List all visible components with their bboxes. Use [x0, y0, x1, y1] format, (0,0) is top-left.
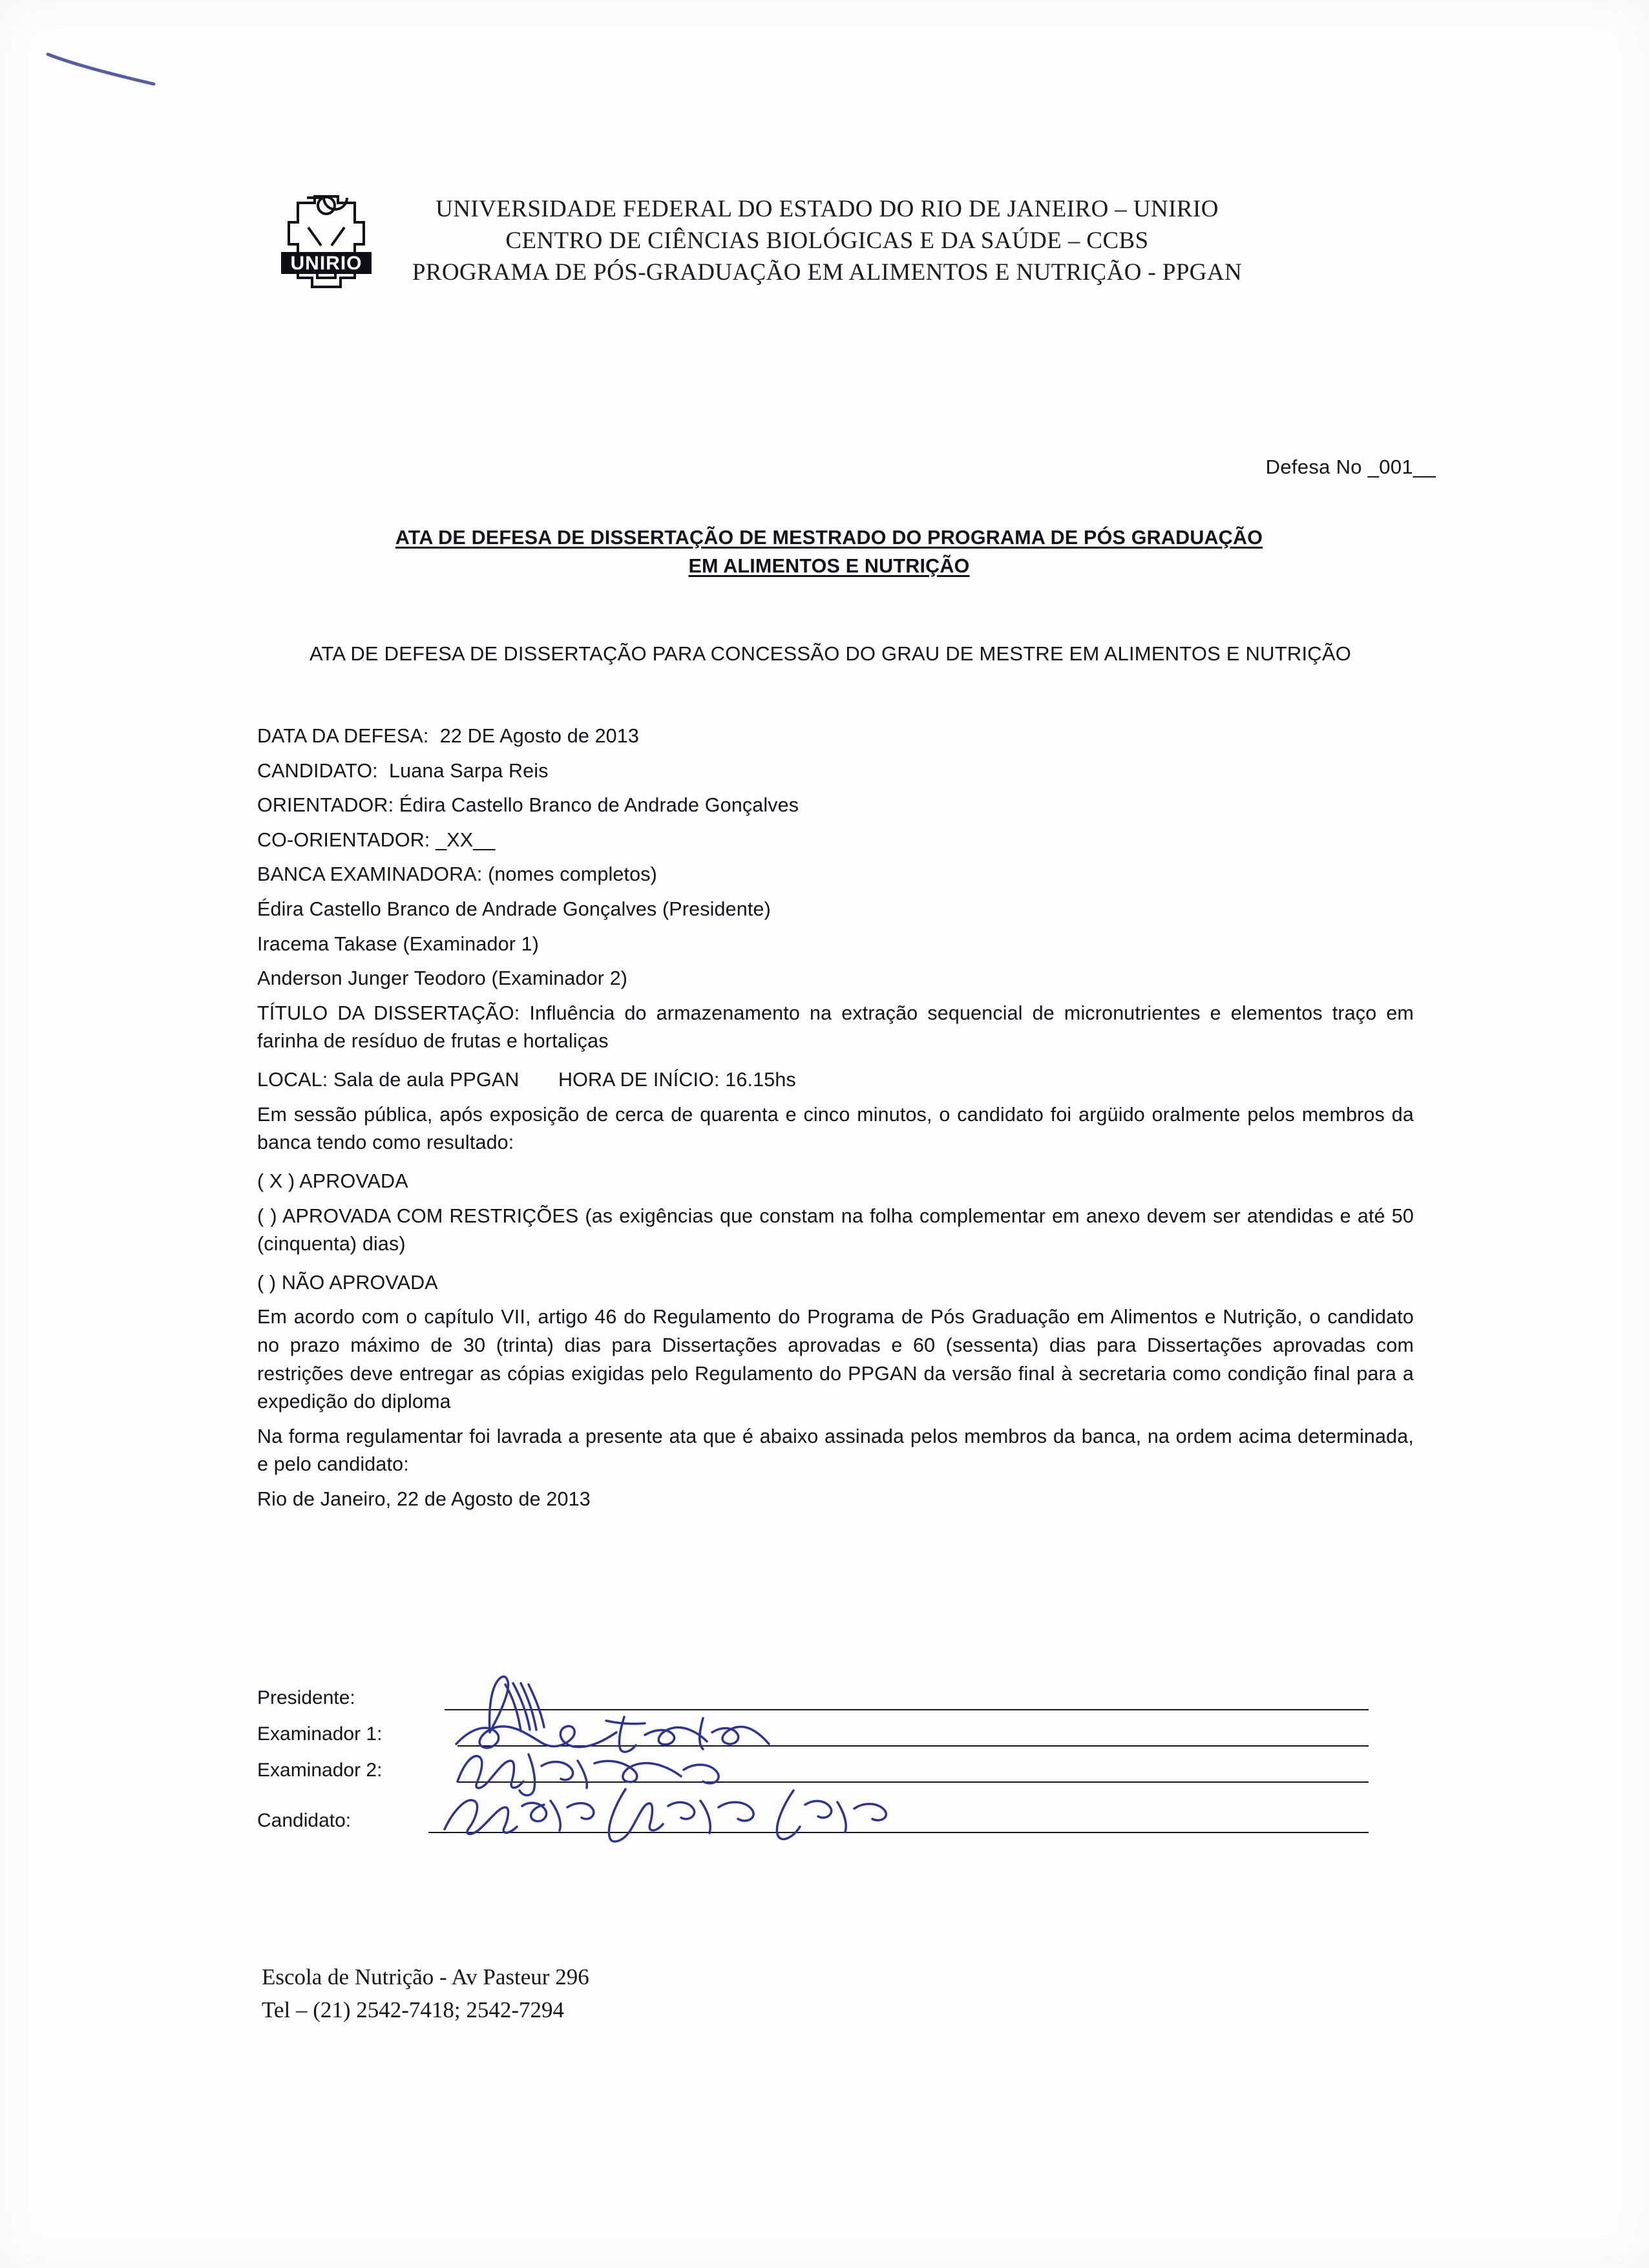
banca-member-1: Édira Castello Branco de Andrade Gonçalves (Presidente): [257, 898, 771, 921]
field-data-defesa: [257, 722, 1414, 751]
paragraph-cidade-data: Rio de Janeiro, 22 de Agosto de 2013: [257, 1488, 591, 1511]
signature-line-candidato[interactable]: [428, 1832, 1369, 1833]
footer-address: Escola de Nutrição - Av Pasteur 296: [262, 1964, 589, 1990]
paragraph-forma-regulamentar: Na forma regulamentar foi lavrada a presente ata que é abaixo assinada pelos membros da banca, na ordem acima determinada, e pelo candidato:: [257, 1425, 1414, 1476]
document-footer: [262, 1961, 589, 2027]
document-title-line-2: EM ALIMENTOS E NUTRIÇÃO: [688, 555, 970, 578]
field-titulo-value: Influência do armazenamento na extração sequencial de micronutrientes e elementos traço em farinha de resíduo de frutas e hortaliças: [257, 1002, 1414, 1053]
institution-line-2: CENTRO DE CIÊNCIAS BIOLÓGICAS E DA SAÚDE – CCBS: [505, 227, 1149, 254]
institution-line-1: UNIVERSIDADE FEDERAL DO ESTADO DO RIO DE JANEIRO – UNIRIO: [436, 196, 1219, 222]
signature-row-examinador-1: [257, 1719, 1420, 1756]
signature-row-examinador-2: [257, 1756, 1420, 1792]
field-hora-label: HORA DE INÍCIO:: [558, 1069, 720, 1091]
field-titulo-label: TÍTULO DA DISSERTAÇÃO:: [257, 1002, 520, 1024]
signature-label-candidato: Candidato:: [257, 1810, 352, 1831]
field-coorientador-value: _XX__: [436, 828, 496, 851]
field-orientador-label: ORIENTADOR:: [257, 794, 394, 817]
signature-label-examinador-2: Examinador 2:: [257, 1759, 383, 1781]
result-option-nao-aprovada: ( ) NÃO APROVADA: [257, 1271, 438, 1294]
banca-member-2: Iracema Takase (Examinador 1): [257, 932, 540, 955]
document-body: [257, 722, 1414, 1524]
signature-line-presidente[interactable]: [445, 1709, 1369, 1710]
field-banca-label: BANCA EXAMINADORA: (nomes completos): [257, 863, 657, 886]
field-local-hora: [257, 1066, 1414, 1095]
field-data-defesa-value: 22 DE Agosto de 2013: [439, 725, 640, 747]
result-option-aprovada-restricoes: ( ) APROVADA COM RESTRIÇÕES (as exigências que constam na folha complementar em anexo devem ser atendidas e até 50 (cinquenta) dias): [257, 1204, 1414, 1255]
institution-header: [258, 194, 1396, 288]
signature-label-presidente: Presidente:: [257, 1687, 355, 1708]
signature-block: [257, 1683, 1420, 1837]
field-coorientador: [257, 826, 1414, 855]
signature-row-candidato: [257, 1792, 1420, 1837]
paragraph-sessao: Em sessão pública, após exposição de cerca de quarenta e cinco minutos, o candidato foi argüido oralmente pelos membros da banca tendo como resultado:: [257, 1103, 1414, 1154]
field-orientador-value: Édira Castello Branco de Andrade Gonçalves: [399, 794, 799, 817]
document-title-line-1: ATA DE DEFESA DE DISSERTAÇÃO DE MESTRADO DO PROGRAMA DE PÓS GRADUAÇÃO: [395, 527, 1263, 549]
banca-member-3: Anderson Junger Teodoro (Examinador 2): [257, 967, 628, 990]
field-coorientador-label: CO-ORIENTADOR:: [257, 828, 430, 851]
stray-pen-mark: [45, 50, 158, 89]
svg-text:UNIRIO: UNIRIO: [290, 253, 362, 274]
field-candidato: [257, 757, 1414, 786]
signature-line-examinador-1[interactable]: [457, 1745, 1369, 1747]
field-candidato-label: CANDIDATO:: [257, 759, 378, 782]
result-option-aprovada: ( X ) APROVADA: [257, 1170, 408, 1192]
signature-row-presidente: [257, 1683, 1420, 1719]
paragraph-acordo: Em acordo com o capítulo VII, artigo 46 do Regulamento do Programa de Pós Graduação em Alimentos e Nutrição, o candidato no prazo máximo de 30 (trinta) dias para Dissertações aprovadas e 60 (sessenta) dias para Dissertações aprovadas com restrições deve entregar as cópias exigidas pelo Regulamento do PPGAN da versão final à secretaria como condição final para a expedição do diploma: [257, 1306, 1414, 1413]
document-title: [257, 523, 1401, 580]
field-candidato-value: Luana Sarpa Reis: [389, 759, 549, 782]
defesa-number: Defesa No _001__: [1265, 456, 1436, 478]
scan-bleed-through: [271, 417, 1241, 475]
signature-line-examinador-2[interactable]: [457, 1781, 1369, 1783]
footer-phone: Tel – (21) 2542-7418; 2542-7294: [262, 1997, 565, 2022]
institution-line-3: PROGRAMA DE PÓS-GRADUAÇÃO EM ALIMENTOS E NUTRIÇÃO - PPGAN: [412, 258, 1243, 286]
field-data-defesa-label: DATA DA DEFESA:: [257, 725, 429, 747]
field-orientador: [257, 792, 1414, 820]
field-hora-value: 16.15hs: [725, 1069, 796, 1091]
field-local-label: LOCAL:: [257, 1069, 328, 1091]
field-titulo: [257, 1000, 1414, 1056]
signature-label-examinador-1: Examinador 1:: [257, 1723, 383, 1745]
field-local-value: Sala de aula PPGAN: [333, 1069, 520, 1091]
document-subtitle: ATA DE DEFESA DE DISSERTAÇÃO PARA CONCESSÃO DO GRAU DE MESTRE EM ALIMENTOS E NUTRIÇÃO: [309, 642, 1352, 665]
